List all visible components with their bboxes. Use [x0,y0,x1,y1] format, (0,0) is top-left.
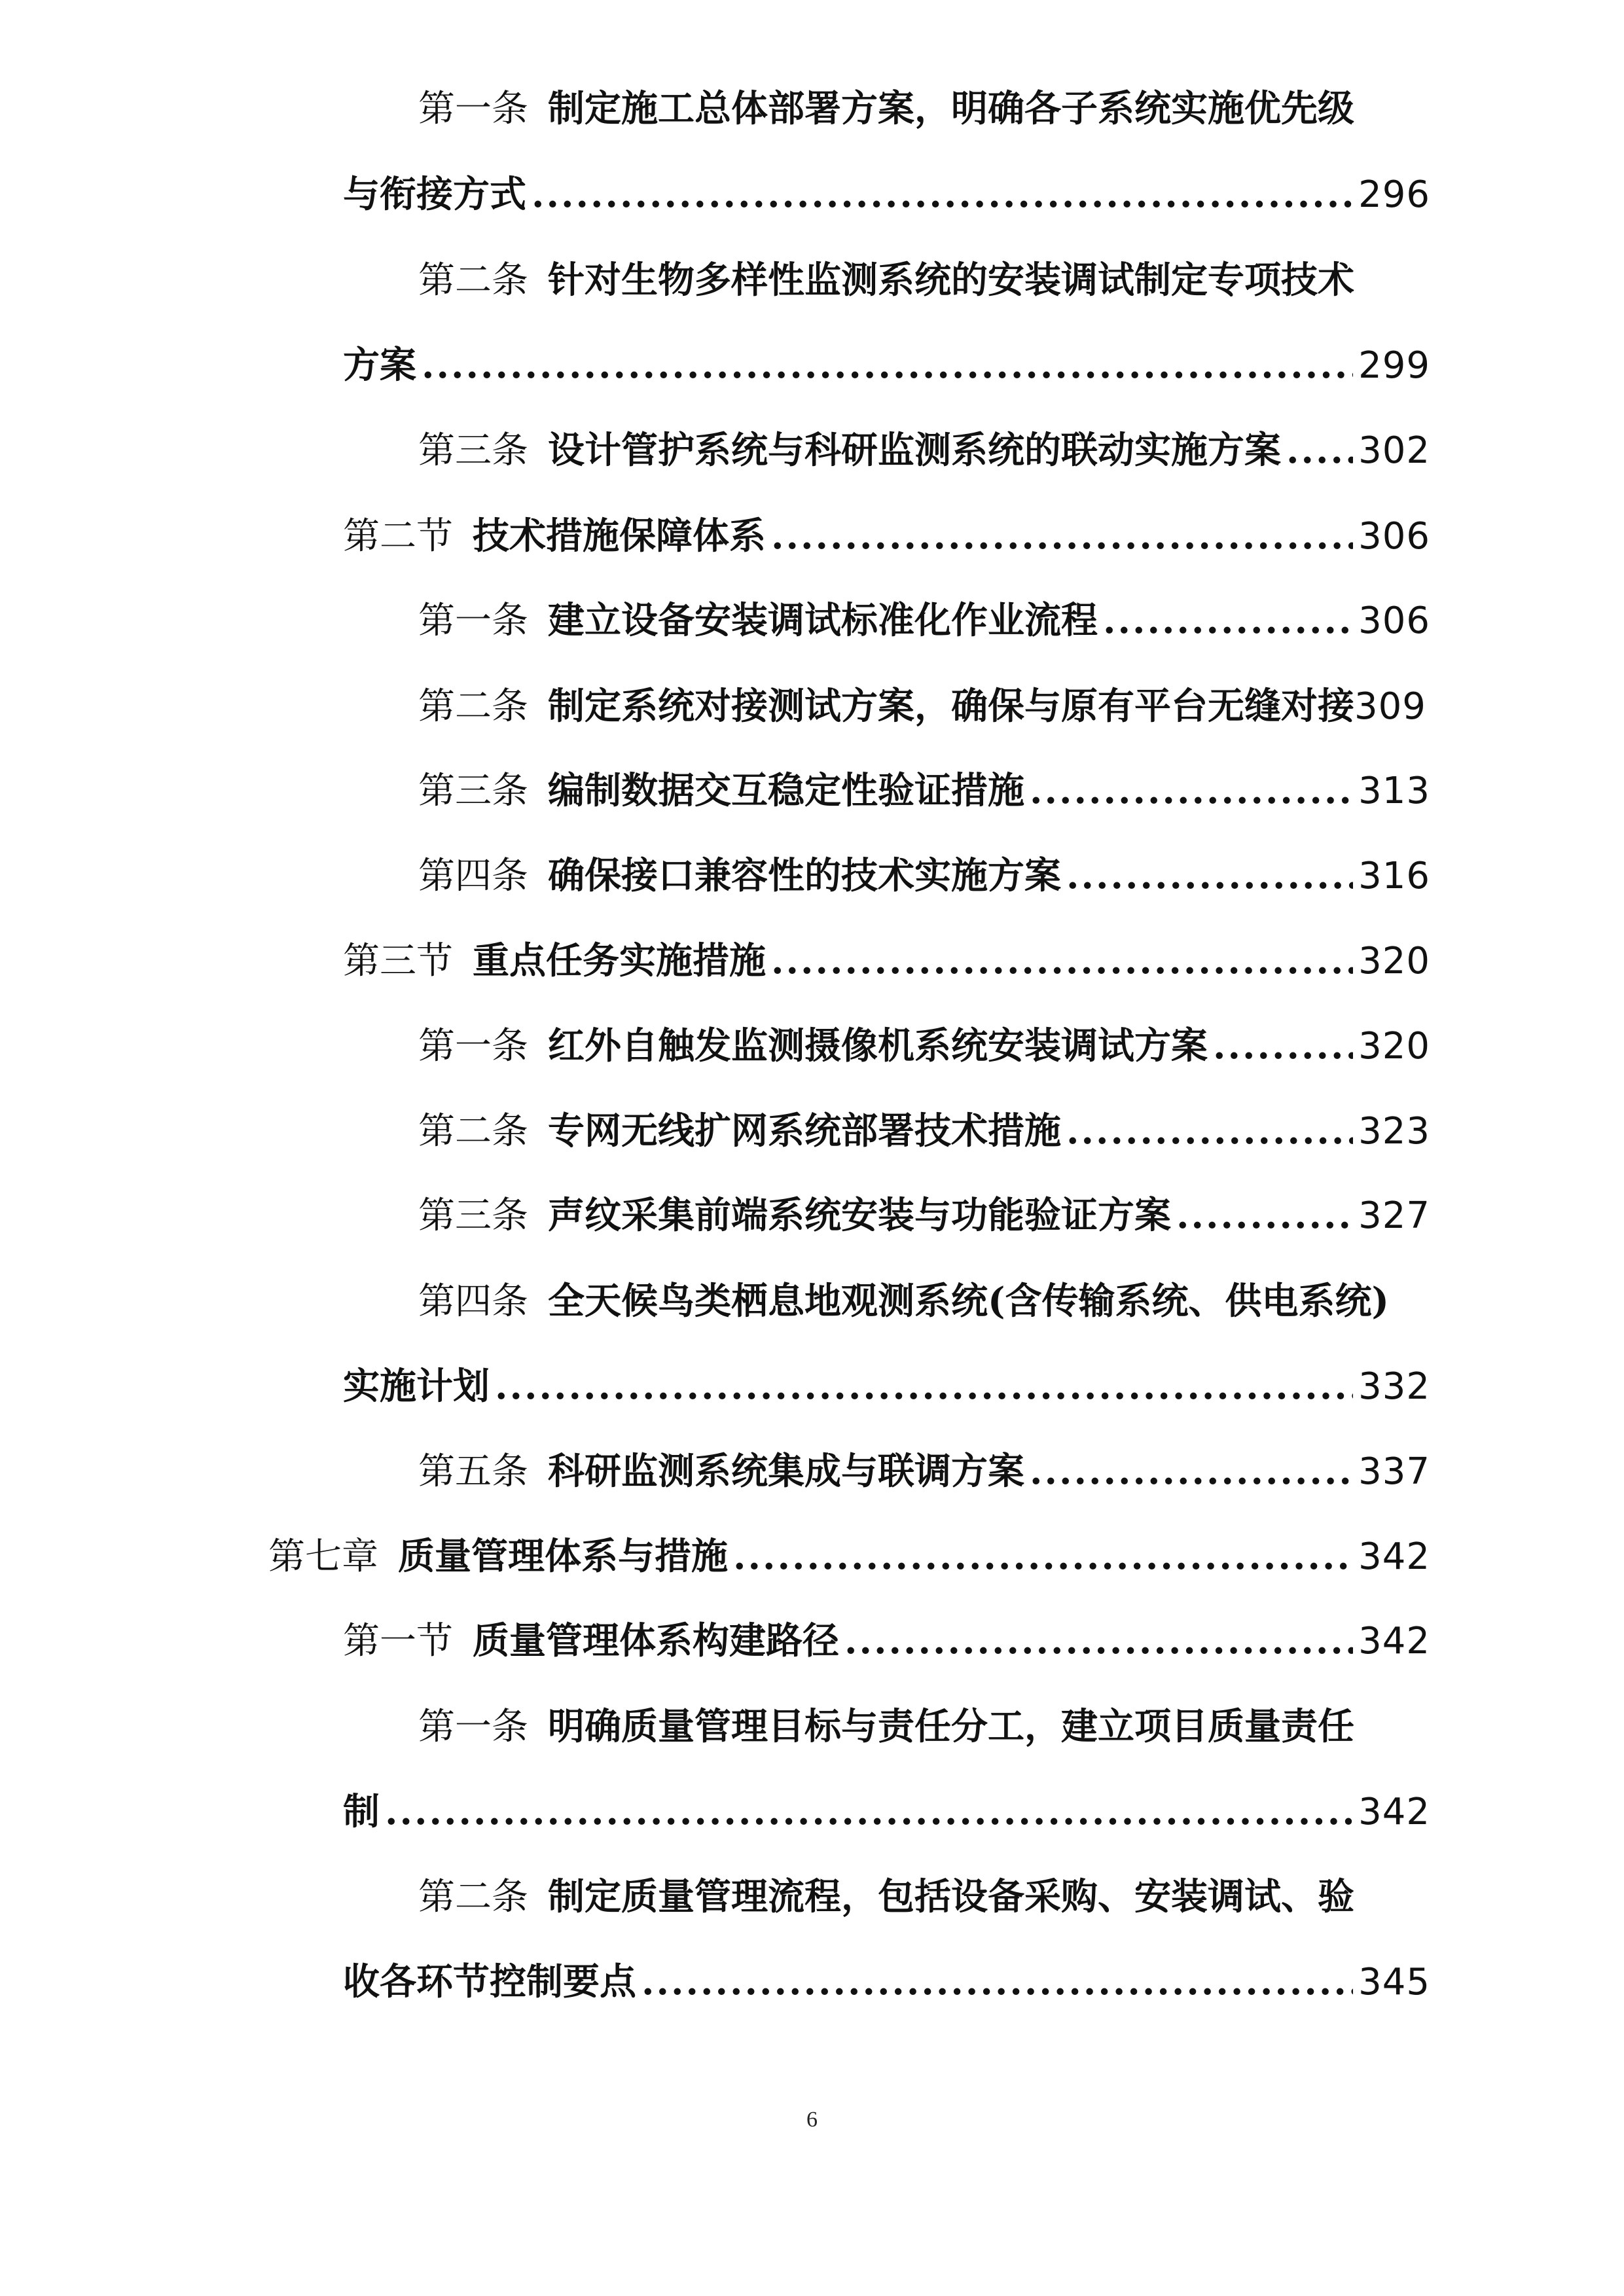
toc-prefix: 第三条 [418,1194,528,1237]
toc-entry[interactable] [418,1445,1430,1498]
toc-prefix: 第一条 [418,88,528,130]
toc-prefix: 第一节 [343,1620,453,1662]
toc-title: 制 [343,1790,380,1833]
toc-leader-dots [844,1615,1353,1667]
toc-leader-dots [771,935,1353,987]
toc-entry[interactable] [418,1105,1430,1157]
toc-leader-dots [1286,424,1353,476]
toc-prefix: 第一条 [418,600,528,642]
toc-title: 科研监测系统集成与联调方案 [548,1450,1024,1493]
toc-page-number: 320 [1358,1025,1430,1067]
toc-entry[interactable] [418,764,1430,817]
toc-title: 专网无线扩网系统部署技术措施 [548,1109,1061,1153]
toc-title: 确保接口兼容性的技术实施方案 [548,854,1061,897]
toc-page-number: 299 [1358,344,1430,387]
toc-title: 声纹采集前端系统安装与功能验证方案 [548,1194,1171,1237]
toc-page-number: 323 [1358,1110,1430,1153]
toc-title: 明确质量管理目标与责任分工，建立项目质量责任 [548,1705,1354,1748]
toc-leader-dots [1213,1020,1353,1072]
toc-entry[interactable] [418,1189,1430,1242]
toc-entry[interactable] [343,168,1430,221]
toc-prefix: 第二节 [343,515,453,558]
toc-entry[interactable] [343,1615,1430,1667]
toc-prefix: 第二条 [418,1876,528,1918]
toc-entry[interactable] [418,1275,1389,1327]
toc-leader-dots [495,1360,1353,1412]
toc-title: 重点任务实施措施 [473,939,766,982]
toc-entry[interactable] [418,680,1472,732]
toc-page-number: 342 [1358,1620,1430,1662]
toc-title: 建立设备安装调试标准化作业流程 [548,599,1098,642]
toc-prefix: 第一条 [418,1706,528,1748]
toc-page-number: 306 [1358,515,1430,558]
toc-prefix: 第五条 [418,1450,528,1493]
toc-title: 制定系统对接测试方案，确保与原有平台无缝对接 [548,685,1354,728]
toc-entry[interactable] [418,1700,1354,1753]
toc-leader-dots [1103,594,1353,647]
toc-title: 收各环节控制要点 [343,1960,636,2003]
toc-leader-dots [771,510,1353,562]
toc-entry[interactable] [418,1871,1354,1923]
toc-entry[interactable] [343,1956,1430,2008]
toc-page-number: 327 [1358,1194,1430,1237]
page-number-footer: 6 [806,2108,818,2132]
toc-entry[interactable] [418,850,1430,902]
toc-prefix: 第三节 [343,940,453,982]
toc-leader-dots [422,339,1353,391]
toc-prefix: 第三条 [418,770,528,812]
toc-prefix: 第二条 [418,259,528,302]
toc-title: 编制数据交互稳定性验证措施 [548,769,1024,812]
toc-entry[interactable] [268,1530,1430,1583]
toc-page-number: 342 [1358,1791,1430,1833]
toc-prefix: 第二条 [418,1110,528,1153]
toc-page-number: 320 [1358,940,1430,982]
toc-page-number: 302 [1358,429,1430,472]
toc-prefix: 第七章 [268,1535,378,1578]
toc-title: 与衔接方式 [343,173,526,216]
toc-title: 质量管理体系构建路径 [473,1619,839,1662]
toc-entry[interactable] [418,82,1354,135]
toc-entry[interactable] [418,594,1430,647]
toc-title: 实施计划 [343,1365,490,1408]
toc-leader-dots [1176,1189,1353,1242]
toc-page-number: 296 [1358,173,1430,216]
toc-entry[interactable] [418,1020,1430,1072]
toc-title: 质量管理体系与措施 [398,1535,728,1578]
toc-title: 全天候鸟类栖息地观测系统(含传输系统、供电系统) [548,1280,1389,1323]
toc-title: 制定质量管理流程，包括设备采购、安装调试、验 [548,1875,1354,1918]
toc-prefix: 第三条 [418,429,528,472]
toc-leader-dots [532,168,1353,221]
toc-title: 制定施工总体部署方案，明确各子系统实施优先级 [548,87,1354,130]
toc-prefix: 第四条 [418,855,528,897]
toc-entry[interactable] [343,510,1430,562]
toc-leader-dots [385,1785,1353,1838]
toc-leader-dots [733,1530,1353,1583]
toc-page-number: 342 [1358,1535,1430,1578]
toc-prefix: 第一条 [418,1025,528,1067]
toc-leader-dots [1066,850,1353,902]
toc-page-number: 345 [1358,1961,1430,2003]
toc-page-number: 309 [1354,685,1426,728]
toc-entry[interactable] [418,424,1430,476]
toc-entry[interactable] [343,935,1430,987]
toc-title: 设计管护系统与科研监测系统的联动实施方案 [548,429,1281,472]
toc-prefix: 第二条 [418,685,528,728]
toc-entry[interactable] [343,1360,1430,1412]
toc-title: 红外自触发监测摄像机系统安装调试方案 [548,1024,1208,1067]
toc-leader-dots [1030,764,1353,817]
toc-page-number: 313 [1358,770,1430,812]
toc-entry[interactable] [343,1785,1430,1838]
toc-entry[interactable] [418,254,1354,306]
toc-page-number: 337 [1358,1450,1430,1493]
toc-prefix: 第四条 [418,1280,528,1323]
toc-page-number: 332 [1358,1365,1430,1408]
toc-leader-dots [641,1956,1353,2008]
toc-page-number: 316 [1358,855,1430,897]
toc-title: 针对生物多样性监测系统的安装调试制定专项技术 [548,259,1354,302]
toc-page-number: 306 [1358,600,1430,642]
toc-title: 方案 [343,344,416,387]
toc-title: 技术措施保障体系 [473,514,766,558]
toc-entry[interactable] [343,339,1430,391]
toc-leader-dots [1030,1445,1353,1498]
toc-leader-dots [1066,1105,1353,1157]
